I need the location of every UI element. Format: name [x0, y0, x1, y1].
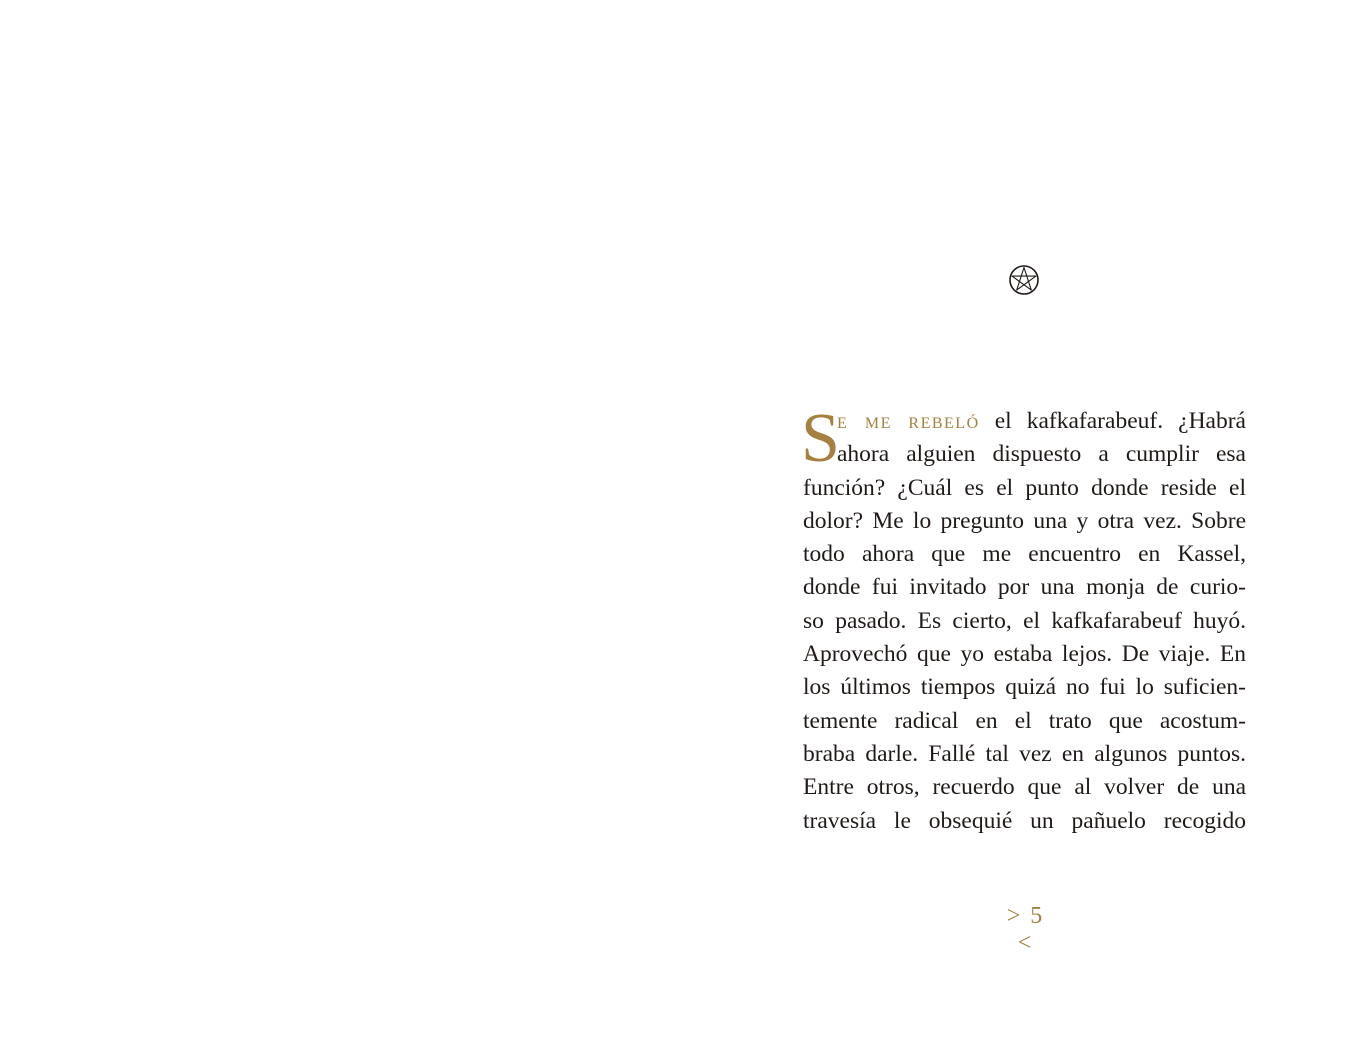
- text-line-8: Aprovechó que yo estaba lejos. De viaje. En: [803, 641, 1246, 668]
- page-number: > 5 <: [1006, 903, 1044, 956]
- text-line-12: Entre otros, recuerdo que al volver de una: [803, 774, 1246, 801]
- text-line-4: dolor? Me lo pregunto una y otra vez. Sobre: [803, 507, 1246, 534]
- text-line-1: [803, 405, 1246, 438]
- text-line-11: braba darle. Fallé tal vez en algunos puntos.: [803, 740, 1246, 767]
- text-line-3: función? ¿Cuál es el punto donde reside el: [803, 474, 1246, 501]
- drop-cap: S: [801, 400, 840, 477]
- pentagram-circle-icon: [1008, 264, 1040, 296]
- text-line-10: temente radical en el trato que acostum-: [803, 707, 1246, 734]
- chapter-opening-text: [801, 400, 1246, 838]
- text-line-9: los últimos tiempos quizá no fui lo suficien-: [803, 674, 1246, 701]
- opening-smallcaps: e me rebeló: [837, 408, 980, 434]
- text-line-5: todo ahora que me encuentro en Kassel,: [803, 541, 1246, 568]
- text-line-6: donde fui invitado por una monja de curio-: [803, 574, 1246, 601]
- text-line-13: travesía le obsequié un pañuelo recogido: [803, 807, 1246, 834]
- text-line-7: so pasado. Es cierto, el kafkafarabeuf huyó.: [803, 607, 1246, 634]
- first-line-rest: el kafkafarabeuf. ¿Habrá: [979, 408, 1246, 434]
- text-line-2: ahora alguien dispuesto a cumplir esa: [837, 441, 1246, 468]
